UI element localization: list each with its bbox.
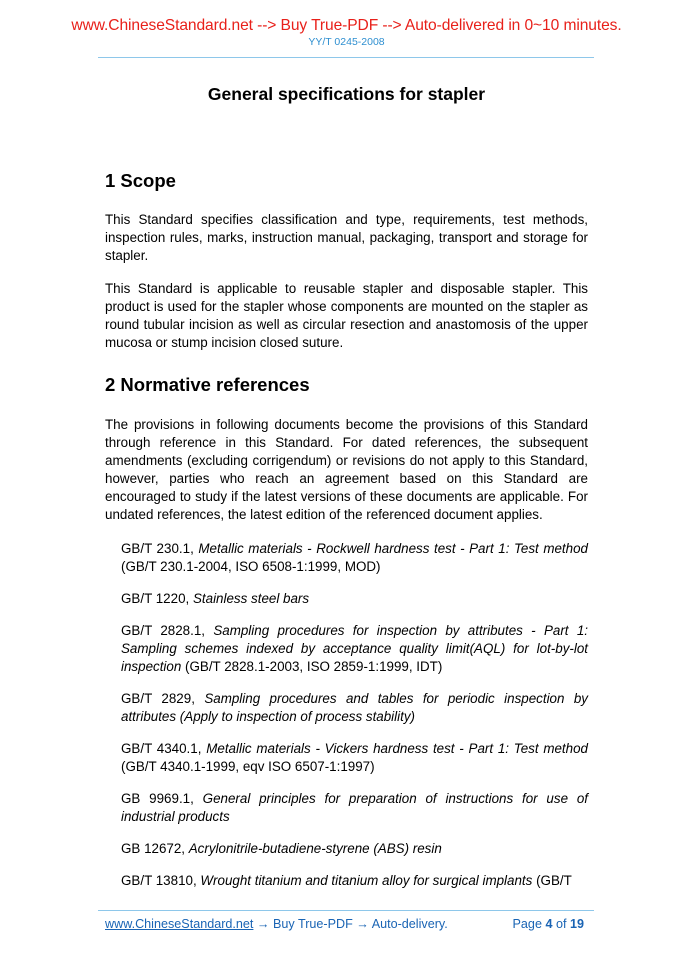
reference-title: Acrylonitrile-butadiene-styrene (ABS) resin: [188, 841, 442, 856]
footer-rule: [98, 910, 594, 911]
reference-note: (GB/T 230.1-2004, ISO 6508-1:1999, MOD): [121, 559, 381, 574]
header-rule: [98, 57, 594, 58]
page-number: 4: [545, 917, 553, 931]
scope-paragraph-1: This Standard specifies classification and type, requirements, test methods, inspection rules, marks, instruction manual, packaging, transport and storage for stapler.: [105, 212, 588, 263]
doc-code: YY/T 0245-2008: [308, 36, 385, 48]
reference-code: GB/T 1220,: [121, 591, 193, 606]
reference-item: [121, 690, 588, 726]
footer-site-link[interactable]: www.ChineseStandard.net: [105, 917, 254, 931]
reference-note: (GB/T: [532, 873, 572, 888]
reference-note: (GB/T 4340.1-1999, eqv ISO 6507-1:1997): [121, 759, 375, 774]
page-label: Page: [512, 917, 546, 931]
page-of-label: of: [552, 917, 570, 931]
reference-item: [121, 540, 588, 576]
reference-title: Sampling procedures and tables for periodic inspection by attributes (Apply to inspection of process stability): [121, 691, 588, 724]
reference-item: [121, 790, 588, 826]
reference-item: [121, 622, 588, 676]
reference-code: GB 12672,: [121, 841, 189, 856]
reference-title: Wrought titanium and titanium alloy for surgical implants: [200, 873, 533, 888]
scope-paragraph-2: This Standard is applicable to reusable stapler and disposable stapler. This product is used for the stapler whose components are mounted on the stapler as round tubular incision as well as circular resection and anastomosis of the upper mucosa or stump incision closed suture.: [105, 281, 588, 350]
reference-code: GB 9969.1,: [121, 791, 203, 806]
reference-item: [121, 740, 588, 776]
reference-code: GB/T 4340.1,: [121, 741, 207, 756]
reference-title: Stainless steel bars: [192, 591, 310, 606]
section-heading-scope: 1 Scope: [105, 170, 176, 191]
reference-code: GB/T 13810,: [121, 873, 201, 888]
reference-title: Sampling procedures for inspection by attributes - Part 1: Sampling schemes indexed by acceptance quality limit(AQL) for lot-by-lot inspection: [121, 623, 589, 674]
footer-delivery-text: → Buy True-PDF → Auto-delivery.: [253, 917, 448, 931]
purchase-banner[interactable]: [0, 17, 693, 35]
reference-title: Metallic materials - Vickers hardness test - Part 1: Test method: [206, 741, 588, 756]
reference-code: GB/T 2829,: [121, 691, 205, 706]
reference-code: GB/T 230.1,: [121, 541, 199, 556]
reference-item: [121, 590, 588, 608]
reference-note: (GB/T 2828.1-2003, ISO 2859-1:1999, IDT): [181, 659, 443, 674]
page-total: 19: [569, 917, 584, 931]
reference-code: GB/T 2828.1,: [121, 623, 214, 638]
reference-title: General principles for preparation of instructions for use of industrial products: [121, 791, 588, 824]
normative-intro-paragraph: The provisions in following documents become the provisions of this Standard through reference in this Standard. For dated references, the subsequent amendments (excluding corrigendum) or revisions do not apply to this Standard, however, parties who reach an agreement based on this Standard are encouraged to study if the latest versions of these documents are applicable. For undated references, the latest edition of the referenced document applies.: [105, 417, 588, 522]
footer-links: [105, 917, 448, 932]
section-heading-normative-references: 2 Normative references: [105, 374, 310, 395]
reference-item: [121, 872, 588, 890]
banner-link[interactable]: www.ChineseStandard.net --> Buy True-PDF --> Auto-delivered in 0~10 minutes.: [71, 17, 622, 34]
reference-item: [121, 840, 588, 858]
reference-title: Metallic materials - Rockwell hardness test - Part 1: Test method: [198, 541, 588, 556]
page-title: General specifications for stapler: [207, 84, 486, 104]
page-indicator: [513, 917, 584, 932]
